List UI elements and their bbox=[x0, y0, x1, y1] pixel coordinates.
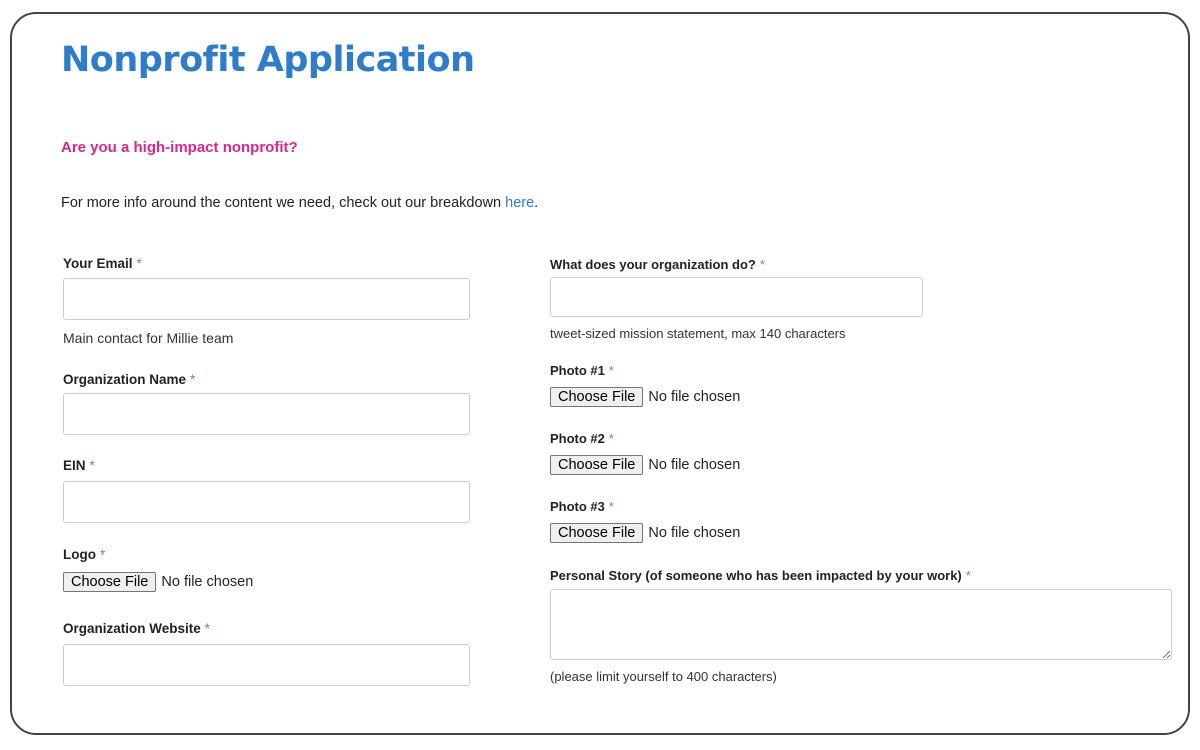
info-text bbox=[61, 195, 538, 211]
email-help: Main contact for Millie team bbox=[63, 330, 234, 346]
story-textarea[interactable] bbox=[550, 589, 1172, 660]
mission-help: tweet-sized mission statement, max 140 characters bbox=[550, 326, 846, 341]
page-title: Nonprofit Application bbox=[61, 40, 475, 80]
photo1-file-status: No file chosen bbox=[648, 389, 741, 405]
mission-label: What does your organization do? * bbox=[550, 257, 765, 272]
email-input[interactable] bbox=[63, 278, 470, 320]
website-label: Organization Website * bbox=[63, 621, 211, 636]
photo2-file-status: No file chosen bbox=[648, 457, 741, 473]
logo-label: Logo * bbox=[63, 547, 106, 562]
org-name-label: Organization Name * bbox=[63, 372, 196, 387]
story-textarea-wrap bbox=[550, 589, 1172, 660]
photo3-label: Photo #3 * bbox=[550, 499, 614, 514]
story-label: Personal Story (of someone who has been impacted by your work) * bbox=[550, 568, 971, 583]
ein-input[interactable] bbox=[63, 481, 470, 523]
photo1-label: Photo #1 * bbox=[550, 363, 614, 378]
story-help: (please limit yourself to 400 characters) bbox=[550, 669, 777, 684]
photo3-file-input[interactable] bbox=[550, 523, 740, 543]
ein-label: EIN * bbox=[63, 458, 95, 473]
photo3-file-status: No file chosen bbox=[648, 525, 741, 541]
photo2-choose-file-button[interactable]: Choose File bbox=[550, 455, 643, 475]
mission-input[interactable] bbox=[550, 277, 923, 317]
logo-choose-file-button[interactable]: Choose File bbox=[63, 572, 156, 592]
org-name-input[interactable] bbox=[63, 393, 470, 435]
info-text-end: . bbox=[534, 195, 539, 211]
photo1-file-input[interactable] bbox=[550, 387, 740, 407]
here-link[interactable]: here bbox=[505, 195, 535, 211]
photo2-file-input[interactable] bbox=[550, 455, 740, 475]
subtitle: Are you a high-impact nonprofit? bbox=[61, 139, 298, 156]
website-input[interactable] bbox=[63, 644, 470, 686]
info-text-body: For more info around the content we need, check out our breakdown bbox=[61, 195, 506, 211]
logo-file-status: No file chosen bbox=[161, 574, 254, 590]
resize-handle-icon[interactable] bbox=[1163, 651, 1170, 658]
logo-file-input[interactable] bbox=[63, 572, 253, 592]
photo3-choose-file-button[interactable]: Choose File bbox=[550, 523, 643, 543]
photo1-choose-file-button[interactable]: Choose File bbox=[550, 387, 643, 407]
email-label: Your Email * bbox=[63, 256, 142, 271]
photo2-label: Photo #2 * bbox=[550, 431, 614, 446]
